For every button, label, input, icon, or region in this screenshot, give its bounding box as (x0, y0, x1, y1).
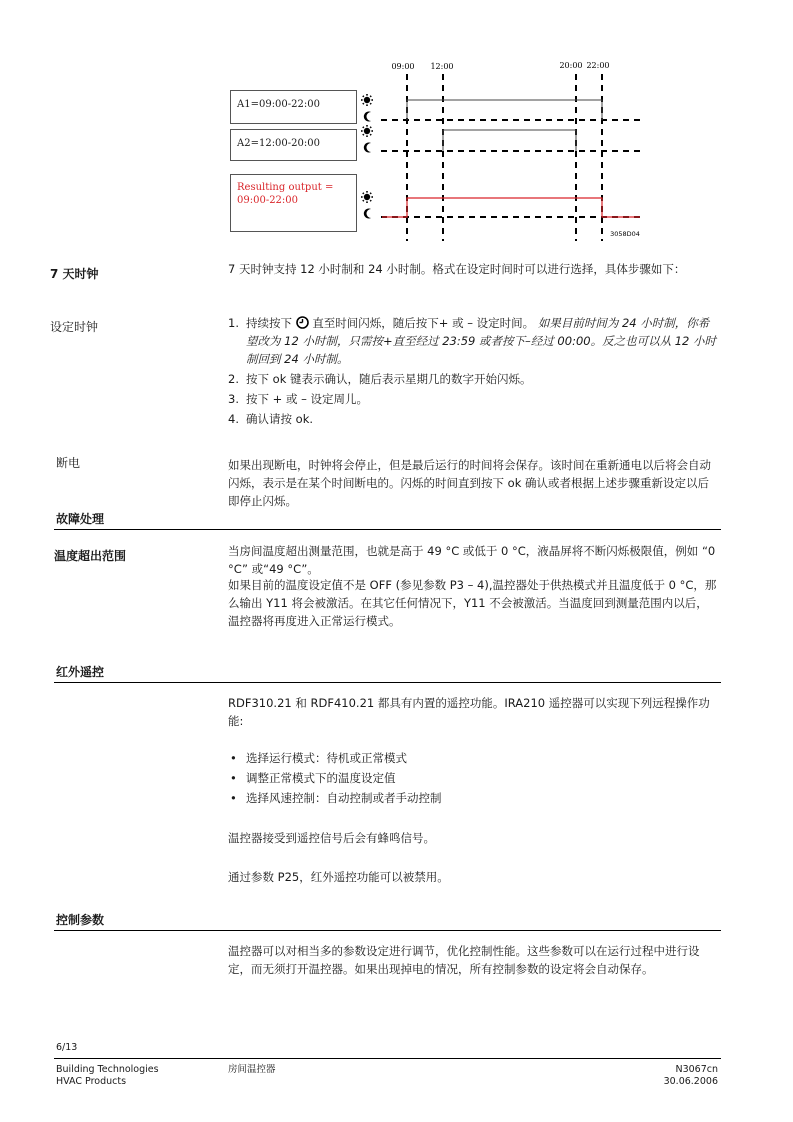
side-label-set-clock: 设定时钟 (50, 320, 99, 334)
footer-divider (54, 1058, 721, 1059)
result-box (230, 174, 357, 232)
list-item: • 调整正常模式下的温度设定值 (228, 769, 718, 787)
sun-icon (361, 191, 373, 203)
timing-diagram (228, 56, 648, 246)
ir-remote-intro: RDF310.21 和 RDF410.21 都具有内置的遥控功能。IRA210 遥控器可以实现下列远程操作功能: (228, 696, 710, 728)
a1-box (230, 90, 357, 124)
footer-product: 房间温控器 (228, 1064, 276, 1075)
control-parameters-text: 温控器可以对相当多的参数设定进行调节，优化控制性能。这些参数可以在运行过程中进行设定，而无须打开温控器。如果出现掉电的情况，所有控制参数的设定将会自动保存。 (228, 944, 700, 976)
heading-troubleshooting: 故障处理 (56, 512, 105, 526)
ir-remote-functions (228, 749, 718, 809)
divider (54, 930, 721, 931)
clock-intro: 7 天时钟支持 12 小时制和 24 小时制。格式在设定时间时可以进行选择，具体步骤如下： (228, 262, 686, 276)
step-text: 按下 ok 键表示确认，随后表示星期几的数字开始闪烁。 (246, 372, 532, 386)
sun-icon (361, 94, 373, 106)
step-text: 按下 + 或 – 设定周儿。 (246, 392, 369, 406)
a2-box (230, 129, 357, 161)
figure-code: 3058D04 (610, 230, 640, 238)
step-number: 3. (228, 392, 239, 406)
side-label-out-of-range: 温度超出范围 (54, 549, 127, 563)
set-clock-steps (228, 314, 718, 428)
a2-label: A2=12:00-20:00 (237, 138, 320, 149)
footer-doc-info (600, 1064, 718, 1088)
ir-remote-disable: 通过参数 P25，红外遥控功能可以被禁用。 (228, 870, 449, 884)
out-of-range-p2: 如果目前的温度设定值不是 OFF (参见参数 P3 – 4),温控器处于供热模式并且温度低于 0 °C，那么输出 Y11 将会被激活。在其它任何情况下，Y11 不会被激活。当温度回到测量范围内以后，温控器将再度进入正常运行模式。 (228, 578, 717, 628)
result-label: Resulting output = 09:00-22:00 (237, 182, 334, 206)
divider (54, 529, 721, 530)
step-4 (228, 410, 718, 428)
step-2 (228, 370, 718, 388)
time-label-0900: 09:00 (391, 62, 415, 71)
sun-icon (361, 125, 373, 137)
step-1 (228, 314, 718, 368)
time-label-2000: 20:00 (559, 61, 583, 70)
step-3 (228, 390, 718, 408)
document-number: N3067cn (675, 1064, 718, 1075)
moon-icon (364, 209, 371, 219)
clock-icon (296, 316, 309, 329)
time-label-1200: 12:00 (430, 62, 454, 71)
step-number: 2. (228, 372, 239, 386)
power-loss-text: 如果出现断电，时钟将会停止，但是最后运行的时间将会保存。该时间在重新通电以后将会自动闪烁，表示是在某个时间断电的。闪烁的时间直到按下 ok 确认或者根据上述步骤重新设定以后即停止闪烁。 (228, 458, 711, 508)
step-number: 1. (228, 316, 239, 330)
heading-ir-remote: 红外遥控 (56, 665, 105, 679)
ir-remote-beep: 温控器接受到遥控信号后会有蜂鸣信号。 (228, 831, 435, 845)
out-of-range-p1: 当房间温度超出测量范围，也就是高于 49 °C 或低于 0 °C，液晶屏将不断闪烁极限值，例如 “0 °C” 或“49 °C”。 (228, 544, 716, 576)
company-line-2: HVAC Products (56, 1076, 127, 1087)
side-label-clock: 7 天时钟 (50, 267, 99, 281)
footer-company (56, 1064, 159, 1088)
step-number: 4. (228, 412, 239, 426)
company-line-1: Building Technologies (56, 1064, 159, 1075)
step-text: 持续按下 (246, 316, 292, 330)
list-item: • 选择运行模式：待机或正常模式 (228, 749, 718, 767)
step-note: 如果目前时间为 24 小时制，你希望改为 12 小时制，只需按+直至经过 23:59 或者按下–经过 00:00。反之也可以从 12 小时制回到 24 小时制。 (246, 316, 717, 366)
side-label-power-loss: 断电 (56, 456, 81, 470)
step-text: 直至时间闪烁，随后按下+ 或 – 设定时间。 (312, 316, 535, 330)
time-label-2200: 22:00 (586, 61, 610, 70)
document-date: 30.06.2006 (663, 1076, 718, 1087)
heading-control-parameters: 控制参数 (56, 913, 105, 927)
moon-icon (364, 143, 371, 153)
step-text: 确认请按 ok. (246, 412, 314, 426)
a1-label: A1=09:00-22:00 (237, 99, 320, 110)
page-number: 6/13 (56, 1042, 78, 1053)
divider (54, 682, 721, 683)
list-item: • 选择风速控制：自动控制或者手动控制 (228, 789, 718, 807)
moon-icon (364, 112, 371, 122)
